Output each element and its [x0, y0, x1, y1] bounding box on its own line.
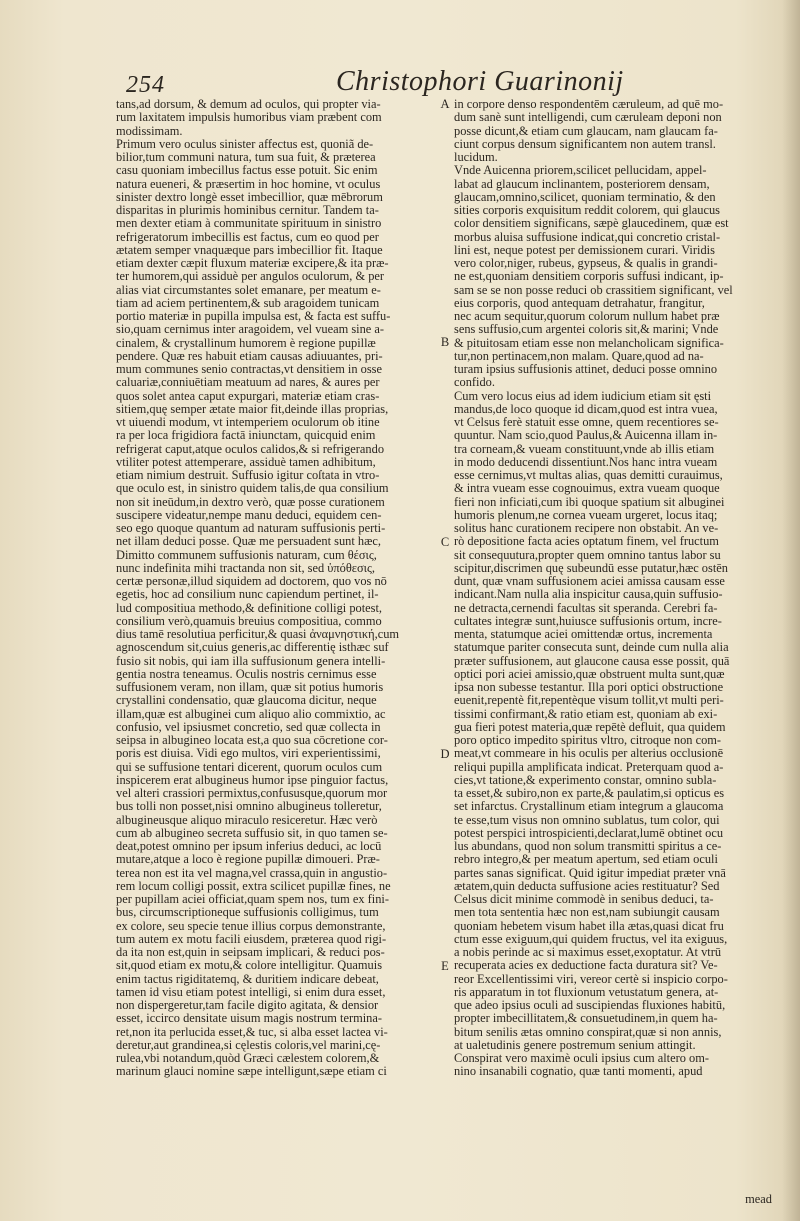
text-line: bus tolli non posset,nisi omnino albugineus tolleretur,	[116, 799, 382, 814]
text-line: deretur,aut grandinea,si cęlestis coloris,vel marini,cę-	[116, 1037, 381, 1052]
text-line: ætatem semper vnaquæque pars imbecillior fit. Itaque	[116, 242, 383, 257]
text-line: marinum glauci nomine sæpe intelligunt,sæpe etiam ci	[116, 1064, 387, 1079]
text-line: per pupillam aciei officiat,quam spem nos, tum ex fini-	[116, 892, 389, 906]
text-line: Vnde Auicenna priorem,scilicet pellucidam, appel-	[454, 163, 707, 178]
text-line: Cum vero locus eius ad idem iudicium etiam sit ęsti	[454, 388, 712, 403]
text-line: Celsus dicit minime commodè in senibus deduci, ta-	[454, 892, 714, 906]
text-line: poris est diuisa. Vidi ego multos, viri experientissimi,	[116, 746, 381, 761]
text-line: seipsa in albugineo locata est,a quo sua cōcretione cor-	[116, 733, 388, 747]
page-edge-shadow	[782, 0, 800, 1221]
text-line: que adeo ipsius oculi ad suscipiendas fluxiones habitū,	[454, 998, 726, 1012]
text-line: sinister dextro longè esset imbecillior, quæ mēbrorum	[116, 189, 383, 204]
text-line: lus abundans, quod non solum transmitti spiritus a ce-	[454, 839, 722, 853]
text-line: mutare,atque a loco è regione pupillæ dimoueri. Præ-	[116, 852, 380, 867]
text-line: crystallini condensatio, quæ glaucoma dicitur, neque	[116, 693, 377, 708]
text-line: præter suffusionem, aut glaucone causa esse possit, quā	[454, 653, 730, 668]
text-line: dius tamē resolutiua perficitur,& quasi ἀναμνηστική,cum	[116, 627, 400, 641]
text-line: ra per loca frigidiora factā iniunctam, quicquid enim	[116, 428, 376, 443]
text-line: suffusionem veram, non illam, quæ sit potius humoris	[116, 680, 384, 694]
text-line: nunc indefinita mihi tractanda non sit, sed ὑπόθεσις,	[116, 560, 376, 575]
text-line: albugineusque aliquo miraculo resiceretur. Hæc verò	[116, 812, 378, 827]
text-line: te esse,tum visus non omnino sublatus, tum color, qui	[454, 812, 720, 827]
text-line: potest perspici introspicienti,declarat,lumē obtinet ocu	[454, 825, 724, 840]
text-line: sit,quod etiam ex motu,& colore intelligitur. Quamuis	[116, 958, 383, 973]
text-line: esset, iccirco densitate uisum magis nostrum termina-	[116, 1011, 382, 1026]
text-line: disparitas in plurimis hominibus cernitur. Tandem ta-	[116, 203, 379, 217]
text-line: propter imbecillitatem,& consuetudinem,in quem ha-	[454, 1011, 718, 1026]
text-line: bilior,tum communi natura, tum sua fuit, & præterea	[116, 150, 376, 164]
text-line: ex colore, seu specie tenue illius corpus demonstrante,	[116, 918, 386, 933]
text-line: inspicerem erat albugineus humor ipse pinguior factus,	[116, 772, 389, 787]
text-line: egetis, hoc ad consilium nunc capiendum pertinet, il-	[116, 587, 379, 602]
text-line: meat,vt commeare in his oculis per alterius occlusionē	[454, 746, 724, 761]
text-line: ciunt corpus densum significantem non autem transl.	[454, 136, 716, 151]
text-line: cultates integræ sunt,huiusce suffusionis ortum, incre-	[454, 613, 722, 628]
text-line: Dimitto communem suffusionis naturam, cum θέσις,	[116, 547, 377, 562]
text-line: ne detracta,cernendi facultas sit speranda. Cerebri fa-	[454, 600, 718, 615]
text-line: labat ad glaucum inclinantem, posteriorem densam,	[454, 176, 710, 191]
text-line: dum sanè sunt intelligendi, cum cæruleam deponi non	[454, 110, 722, 125]
text-line: sities corporis exquisitum reddit colorem, qui glaucus	[454, 203, 721, 217]
text-line: poro optico impedito spiritus vltro, citroque non com-	[454, 733, 722, 747]
text-line: men dexter etiam à communitate spirituum in sinistro	[116, 216, 382, 231]
text-line: bitum senilis ætas omnino conspirat,quæ si non annis,	[454, 1024, 722, 1039]
text-line: caluariæ,conniuētiam meatuum ad nares, & aures per	[116, 375, 380, 390]
running-title: Christophori Guarinonij	[336, 66, 624, 97]
text-line: cinalem, & crystallinum humorem è regione pupillæ	[116, 335, 376, 350]
text-line: etiam dexter cæpit fluxum materiæ excipere,& ita præ-	[116, 256, 389, 270]
text-line: turam ipsius suffusionis attinet, deduci posse omnino	[454, 362, 718, 376]
text-line: vel alteri crassiori permixtus,confususque,quorum mor	[116, 786, 388, 800]
text-line: da ita non est,quin in seipsam implicari, & reduci pos-	[116, 945, 385, 959]
text-line: reliqui pupilla amplificata indicat. Preterquam quod a-	[454, 759, 724, 774]
text-line: net illam deduci posse. Quæ me persuadent sunt hæc,	[116, 534, 381, 549]
text-line: vt uiuendi modum, vt intemperiem oculorum ob itine	[116, 415, 380, 429]
text-line: lud compositiua methodo,& definitione colligi potest,	[116, 600, 383, 615]
text-line: tiam ad aciem pertinentem,& sub aragoidem tunicam	[116, 295, 380, 310]
text-line: recuperata acies ex deductione facta duratura sit? Ve-	[454, 958, 718, 973]
text-line: morbus aluisa suffusione indicat,qui concretio cristal-	[454, 229, 721, 244]
text-line: at ualetudinis genere postremum senium attingit.	[454, 1037, 696, 1052]
text-line: scipitur,discrimen quę subeundū esse putatur,hæc ostēn	[454, 560, 728, 575]
text-line: fusio sit nobis, qui iam illa suffusionum genera intelli-	[116, 653, 386, 668]
text-line: color densitiem significans, sæpè glaucedinem, quæ est	[454, 216, 729, 231]
text-line: posse dicunt,& etiam cum glaucam, nam glaucam fa-	[454, 123, 718, 138]
text-line: ter humorem,qui assiduè per angulos oculorum, & per	[116, 269, 385, 284]
text-line: in modo deducendi dissentiunt.Nos hanc intra vueam	[454, 454, 718, 469]
text-line: men tota sententia hæc non est,nam subiungit causam	[454, 905, 720, 920]
text-line: cies,vt tatione,& experimento constar, omnino subla-	[454, 772, 717, 787]
text-line: in corpore denso respondentēm cæruleum, ad quē mo-	[454, 98, 724, 111]
text-line: ris apparatum in tot fluxionum vetustatum genera, at-	[454, 984, 719, 999]
text-line: menta, statumque aciei omittendæ ortus, incrementa	[454, 627, 713, 641]
text-line: deat,potest omnino per ipsum inferius deduci, ac locū	[116, 839, 382, 853]
text-line: bus, circumscriptioneque suffusionis colligimus, tum	[116, 905, 379, 920]
text-line: rum laxitatem impulsis humoribus viam præbent com	[116, 110, 382, 125]
text-line: & pituitosam etiam esse non melancholicam significa-	[454, 335, 724, 350]
text-line: tum autem ex motu facili eiusdem, præterea quod rigi-	[116, 931, 387, 946]
text-line: certæ personæ,illud siquidem ad doctorem, quo vos nō	[116, 574, 387, 588]
text-line: quos solet antea caput expurgari, materiæ etiam cras-	[116, 388, 380, 403]
text-line: natura eueneri, & præsertim in hoc homine, vt oculus	[116, 176, 381, 191]
text-line: suscipere videatur,nempe manu deduci, equidem cen-	[116, 507, 382, 522]
left-text-column	[116, 98, 438, 1079]
text-line: rulea,vbi notandum,quòd Græci cælestem colorem,&	[116, 1051, 380, 1065]
text-line: tra corneam,& vueam constituunt,vnde ab illis etiam	[454, 441, 715, 456]
text-line: mandus,de loco quoque id dicam,quod est intra vuea,	[454, 401, 718, 416]
text-line: gentia nostra teneamus. Oculis nostris cernimus esse	[116, 666, 377, 681]
text-line: quoniam hebetem visum habet illa ætas,quasi dicat fru	[454, 918, 724, 933]
text-line: vt Celsus ferè statuit esse omne, quem recentiores se-	[454, 415, 719, 429]
section-marker-a: A	[440, 97, 450, 111]
text-line: non sit ineūdum,in dextro verò, quæ posse curationem	[116, 494, 385, 509]
text-line: Primum vero oculus sinister affectus est, quoniã de-	[116, 136, 374, 151]
text-line: a nobis perinde ac si maximus esset,exoptatur. At vtrū	[454, 945, 722, 959]
text-line: terea non est ita vel magna,vel crassa,quin in angustio-	[116, 865, 388, 880]
text-line: fieri non inficiati,cum ibi quoque spatium sit albuginei	[454, 494, 725, 509]
text-line: portio materiæ in pupilla impulsa est, & facta est suffu-	[116, 309, 391, 323]
text-line: seo ego quoque quantum ad naturam suffusionis perti-	[116, 521, 386, 535]
text-line: euenit,repentè fit,repentèque visum tollit,vt multi peri-	[454, 693, 724, 708]
text-line: que oculo est, in sinistro quidem talis,de qua consilium	[116, 481, 389, 496]
section-marker-b: B	[440, 335, 450, 349]
text-line: rò depositione facta acies optatum finem, vel fructum	[454, 534, 719, 549]
text-line: refrigeratorum imbecillis est factus, cum eo quod per	[116, 229, 379, 244]
text-line: solitus hanc curationem recipere non obstabit. An ve-	[454, 521, 719, 535]
text-line: tissimi confirmant,& ratio etiam est, quoniam ab exi-	[454, 706, 718, 721]
catchword: mead	[745, 1192, 772, 1206]
text-line: rem locum colligi possit, extra scilicet pupillæ fines, ne	[116, 878, 391, 893]
text-line: ætatem,quin deducta suffusione acies restituatur? Sed	[454, 878, 720, 893]
page-number: 254	[126, 72, 165, 98]
text-line: nec acum sequitur,quorum colorum nullum habet præ	[454, 309, 720, 323]
text-line: sens suffusio,cum argentei coloris sit,& marini; Vnde	[454, 322, 719, 337]
text-line: non dispergeretur,tam facile digito agitata, & densior	[116, 998, 379, 1012]
text-line: consilium verò,quamuis breuius compositiua, commo	[116, 613, 382, 628]
text-line: Conspirat vero maximè oculi ipsius cum altero om-	[454, 1051, 709, 1065]
section-marker-d: D	[440, 747, 450, 761]
text-line: rebro integro,& per meatum apertum, sed etiam oculi	[454, 852, 718, 867]
text-line: nino insanabili cognatio, quæ tanti momenti, apud	[454, 1064, 703, 1079]
text-line: & intra vueam esse cognouimus, extra vueam quoque	[454, 481, 720, 496]
text-line: set infarctus. Crystallinum etiam integrum a glaucoma	[454, 799, 724, 814]
text-line: vtiliter potest attemperare, assiduè tamen adhibitum,	[116, 454, 376, 469]
section-marker-c: C	[440, 535, 450, 549]
text-line: ta esset,& subiro,non ex parte,& paulatim,si opticus es	[454, 786, 725, 800]
text-line: ctum esse exiguum,qui quidem fructus, vel ita exiguus,	[454, 931, 728, 946]
text-line: eius corporis, quod antequam detrahatur, frangitur,	[454, 295, 705, 310]
text-line: partes sanas significat. Quid igitur impediat præter vnā	[454, 865, 726, 880]
text-line: casu quoniam imbecillus factus esse potuit. Sic enim	[116, 163, 378, 178]
text-line: vero color,niger, rubeus, gypseus, & qualis in grandi-	[454, 256, 718, 270]
text-line: enim tactus rigiditatemq, & duritiem indicare debeat,	[116, 971, 379, 986]
text-line: modissimam.	[116, 123, 183, 138]
page-header	[0, 62, 800, 102]
section-marker-e: E	[441, 959, 449, 973]
text-line: reor Excellentissimi viri, vereor certè si inspicio corpo-	[454, 971, 728, 986]
text-line: statumque pariter consecuta sunt, deinde cum nulla alia	[454, 640, 729, 655]
text-line: sit consequutura,propter quem omnino tantus labor su	[454, 547, 721, 562]
text-line: sitiem,quę semper ætate maior fit,deinde illas proprias,	[116, 401, 389, 416]
text-line: mum communes senio contractas,vt densitiem in osse	[116, 362, 383, 376]
text-line: lini est, neque potest per demissionem curari. Viridis	[454, 242, 715, 257]
text-line: agnoscendum sit,cuius generis,ac differentię isthæc suf	[116, 640, 389, 655]
text-line: ne est,quoniam densitiem corporis suffusi indicant, ip-	[454, 269, 724, 284]
text-line: tamen id visu etiam potest intelligi, si enim dura esset,	[116, 984, 386, 999]
text-line: tans,ad dorsum, & demum ad oculos, qui propter via-	[116, 98, 381, 111]
text-line: pendere. Quæ res habuit etiam causas adiuuantes, pri-	[116, 348, 383, 363]
text-line: confusio, vel ipsiusmet concretio, sed quæ collecta in	[116, 719, 381, 734]
text-line: optici pori aciei amissio,quæ obstruent multa sunt,quæ	[454, 666, 725, 681]
text-line: sam se se non posse reduci ob crassitiem significant, vel	[454, 282, 733, 297]
text-line: illam,quæ est albuginei cum aliquo alio commixtio, ac	[116, 706, 386, 721]
text-line: qui se suffusione tentari dicerent, quorum oculos cum	[116, 759, 383, 774]
text-line: alias viat circumstantes solet emanare, per meatum e-	[116, 282, 381, 297]
text-line: quuntur. Nam scio,quod Paulus,& Auicenna illam in-	[454, 428, 718, 443]
text-line: gua fieri potest materia,quæ repētè defluit, qua quidem	[454, 719, 726, 734]
text-line: esse cernimus,vt multas alias, quas demitti curauimus,	[454, 468, 723, 482]
text-line: cum ab albugineo secreta suffusio sit, in quo tamen se-	[116, 825, 388, 840]
text-line: humoris plenum,ne cornea vueam urgeret, locus itaq;	[454, 507, 718, 522]
text-line: sio,quam cernimus inter aragoidem, vel vueam sine a-	[116, 322, 385, 337]
text-line: glaucam,omnino,scilicet, quoniam terminatio, & den	[454, 189, 716, 204]
right-text-column	[454, 98, 788, 1079]
text-line: dunt, quæ vnam suffusionem aciei amissa causam esse	[454, 574, 725, 588]
text-line: refrigerat caput,atque oculos calidos,& si refrigerando	[116, 441, 385, 456]
text-line: confido.	[454, 375, 495, 390]
text-line: tur,non pertinacem,non malam. Quare,quod ad na-	[454, 348, 704, 363]
text-line: ret,non ita perlucida esset,& tuc, si alba esset lactea vi-	[116, 1024, 388, 1039]
text-line: lucidum.	[454, 150, 498, 164]
text-line: ipsa non subesse testantur. Illa pori optici obstructione	[454, 680, 724, 694]
text-line: indicant.Nam nulla alia inspicitur causa,quin suffusio-	[454, 587, 723, 602]
text-line: etiam nimium destruit. Suffusio igitur coſtata in vtro-	[116, 468, 380, 482]
